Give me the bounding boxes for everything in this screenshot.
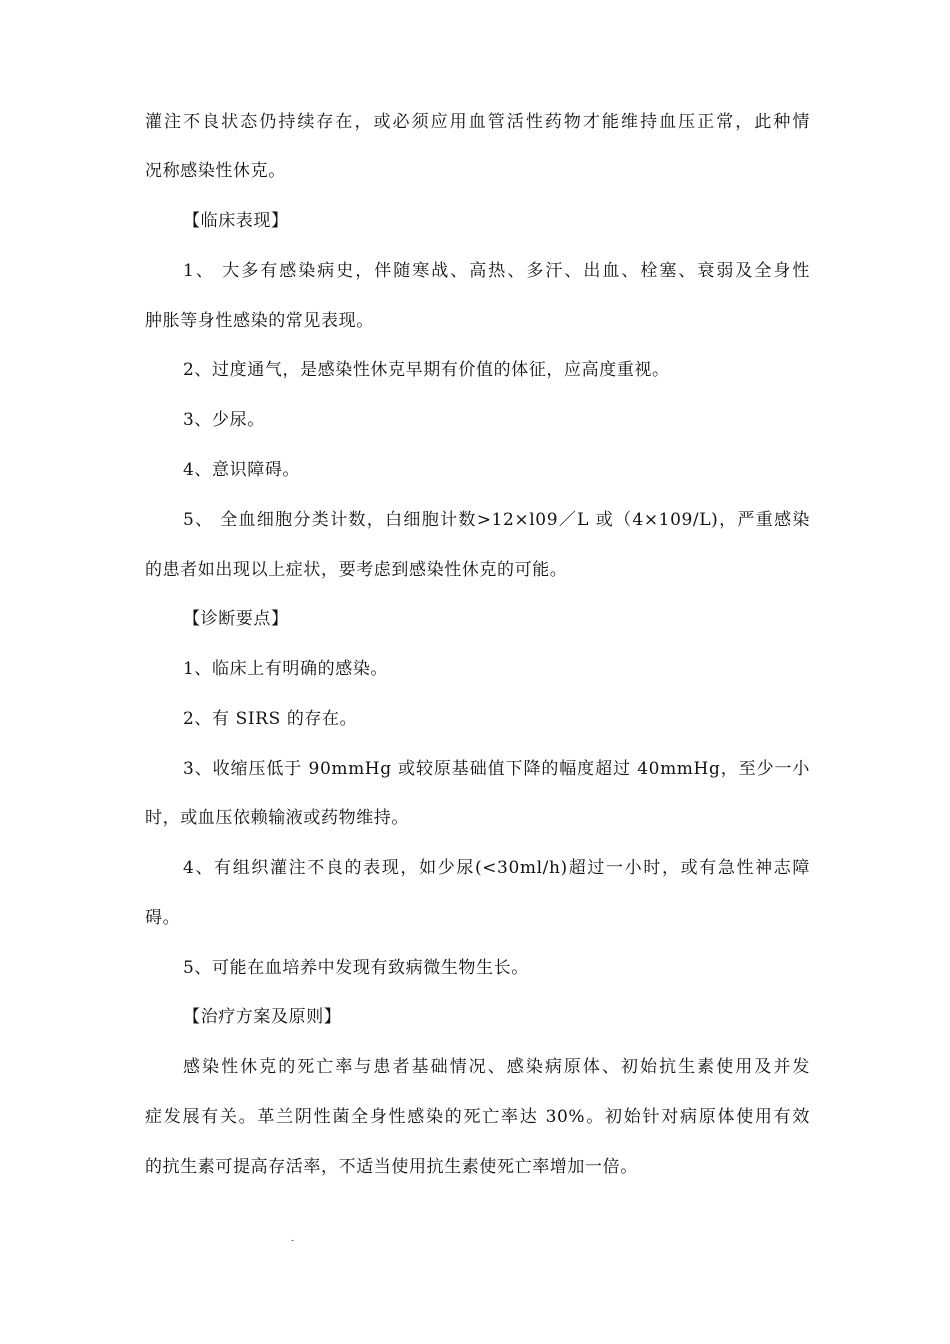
paragraph-line: 5、 全血细胞分类计数，白细胞计数>12×l09／L 或（4×109/L)，严重感染 — [183, 510, 810, 530]
paragraph-line: 灌注不良状态仍持续存在，或必须应用血管活性药物才能维持血压正常，此种情 — [145, 112, 810, 132]
paragraph-line: 4、意识障碍。 — [183, 460, 301, 480]
paragraph-line: 的抗生素可提高存活率，不适当使用抗生素使死亡率增加一倍。 — [145, 1157, 638, 1177]
paragraph-line: 4、有组织灌注不良的表现，如少尿(<30ml/h)超过一小时，或有急性神志障 — [183, 858, 810, 878]
paragraph-line: 症发展有关。革兰阴性菌全身性感染的死亡率达 30%。初始针对病原体使用有效 — [145, 1107, 810, 1127]
section-heading-clinical: 【临床表现】 — [183, 211, 289, 231]
paragraph-line: 5、可能在血培养中发现有致病微生物生长。 — [183, 958, 529, 978]
paragraph-line: 1、 大多有感染病史，伴随寒战、高热、多汗、出血、栓塞、衰弱及全身性 — [183, 261, 810, 281]
paragraph-line: 感染性休克的死亡率与患者基础情况、感染病原体、初始抗生素使用及并发 — [183, 1057, 810, 1077]
paragraph-line: 况称感染性休克。 — [145, 161, 286, 181]
section-heading-diagnosis: 【诊断要点】 — [183, 609, 289, 629]
paragraph-line: 肿胀等身性感染的常见表现。 — [145, 311, 374, 331]
paragraph-line: 3、收缩压低于 90mmHg 或较原基础值下降的幅度超过 40mmHg，至少一小 — [183, 759, 810, 779]
paragraph-line: 2、过度通气，是感染性休克早期有价值的体征，应高度重视。 — [183, 360, 670, 380]
paragraph-line: 2、有 SIRS 的存在。 — [183, 709, 358, 729]
paragraph-line: 3、少尿。 — [183, 410, 265, 430]
paragraph-line: 1、临床上有明确的感染。 — [183, 659, 389, 679]
paragraph-line: 时，或血压依赖输液或药物维持。 — [145, 808, 409, 828]
paragraph-line: 的患者如出现以上症状，要考虑到感染性休克的可能。 — [145, 560, 568, 580]
page-footer-mark: - — [291, 1236, 295, 1246]
section-heading-treatment: 【治疗方案及原则】 — [183, 1007, 342, 1027]
paragraph-line: 碍。 — [145, 908, 181, 928]
